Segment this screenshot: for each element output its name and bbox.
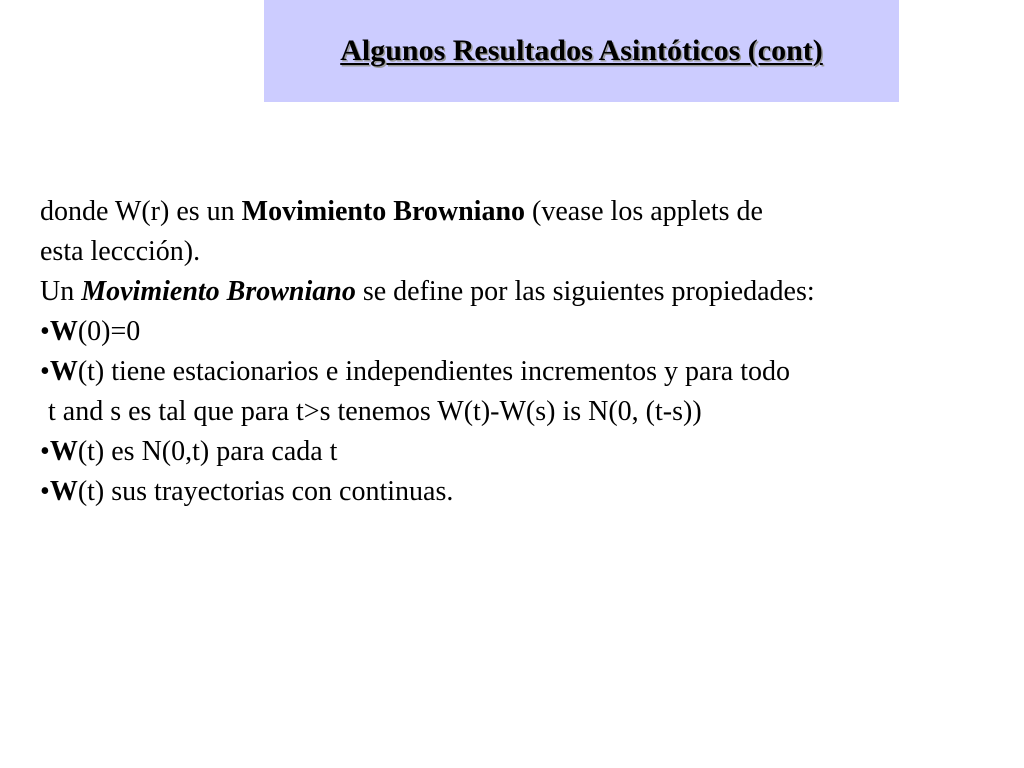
bullet-item xyxy=(40,352,1000,392)
bullet-item xyxy=(40,472,1000,512)
bullet-symbol: W xyxy=(49,476,78,507)
slide-body xyxy=(40,192,1000,512)
bullet-dot: • xyxy=(40,436,50,467)
definition-line xyxy=(40,272,1000,312)
definition-pre: Un xyxy=(40,276,82,307)
bullet-text: (t) es N(0,t) para cada t xyxy=(77,436,338,467)
slide-title: Algunos Resultados Asintóticos (cont) xyxy=(340,34,823,67)
bullet-dot: • xyxy=(40,356,50,387)
intro-line-1 xyxy=(40,192,1000,232)
bullet-symbol: W xyxy=(49,436,78,467)
intro-post: (vease los applets de xyxy=(525,196,763,227)
bullet-continuation: t and s es tal que para t>s tenemos W(t)-W(s) is N(0, (t-s)) xyxy=(48,396,702,427)
intro-pre: donde W(r) es un xyxy=(40,196,242,227)
bullet-symbol: W xyxy=(49,316,78,347)
bullet-dot: • xyxy=(40,316,50,347)
bullet-text: (t) sus trayectorias con continuas. xyxy=(77,476,454,507)
title-banner xyxy=(264,0,899,102)
bullet-text: (0)=0 xyxy=(77,316,141,347)
bullet-dot: • xyxy=(40,476,50,507)
intro-line-2: esta leccción). xyxy=(40,236,201,267)
bullet-item xyxy=(40,432,1000,472)
bullet-item xyxy=(40,312,1000,352)
bullet-text: (t) tiene estacionarios e independientes incrementos y para todo xyxy=(77,356,790,387)
definition-term: Movimiento Browniano xyxy=(81,276,356,307)
bullet-symbol: W xyxy=(49,356,78,387)
definition-post: se define por las siguientes propiedades: xyxy=(355,276,815,307)
intro-term: Movimiento Browniano xyxy=(241,196,526,227)
